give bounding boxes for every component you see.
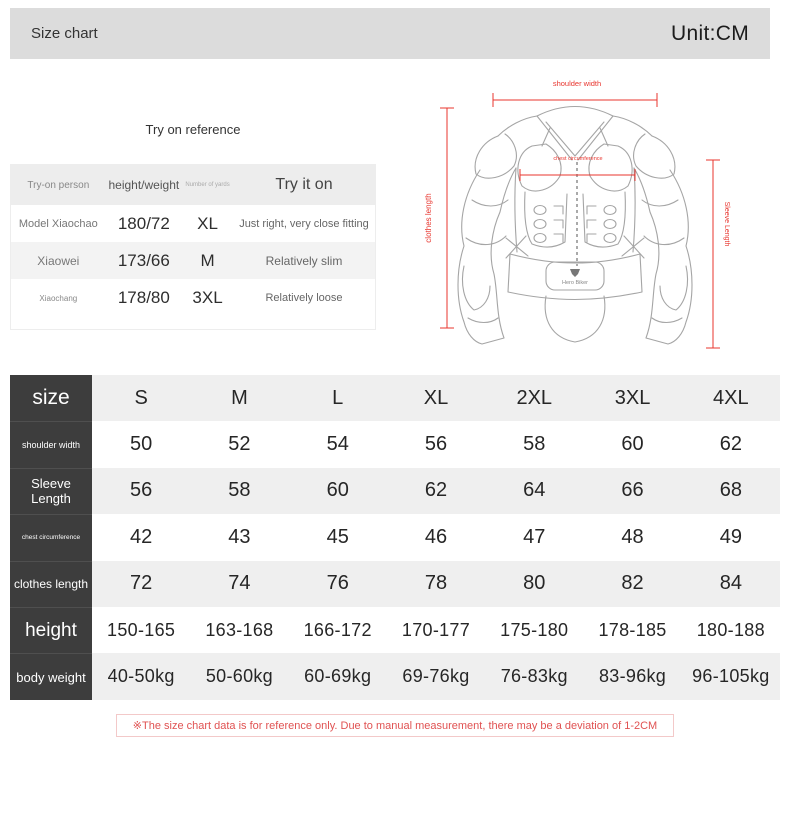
cell: 58 [228, 479, 251, 502]
cell: 48 [621, 525, 644, 548]
tryon-person: Xiaochang [39, 293, 78, 303]
cell: 178-185 [598, 619, 667, 640]
table-row-sleeve-length [10, 468, 780, 514]
sleeve-length-label: Sleeve Length [723, 201, 730, 247]
size-col-header: M [231, 386, 248, 409]
cell: 62 [719, 433, 742, 456]
sleeve-length-line [706, 160, 720, 348]
size-table [10, 375, 780, 700]
table-row-chest-circumference [10, 514, 780, 560]
tryon-fit: Just right, very close fitting [239, 217, 369, 230]
cell: 84 [719, 572, 742, 595]
row-label: height [10, 607, 92, 653]
cell: 82 [621, 572, 644, 595]
tryon-table [10, 164, 376, 330]
cell: 72 [130, 572, 153, 595]
page-title: Size chart [31, 25, 98, 42]
row-label: body weight [10, 653, 92, 699]
clothes-length-line [440, 108, 454, 328]
row-label: clothes length [10, 561, 92, 607]
tryon-height-weight: 178/80 [117, 288, 170, 307]
cell: 56 [130, 479, 153, 502]
row-label: Sleeve Length [10, 468, 92, 514]
cell: 43 [228, 525, 251, 548]
size-col-header: 4XL [713, 386, 749, 409]
tryon-person: Model Xiaochao [18, 217, 98, 230]
cell: 76-83kg [500, 666, 568, 687]
cell: 68 [719, 479, 742, 502]
tryon-row [11, 242, 375, 279]
cell: 60-69kg [304, 666, 372, 687]
cell: 166-172 [303, 619, 372, 640]
tryon-col-height-weight: height/weight [108, 178, 180, 192]
cell: 50 [130, 433, 153, 456]
tryon-fit: Relatively slim [265, 253, 343, 268]
size-col-header: XL [423, 386, 449, 409]
cell: 83-96kg [598, 666, 667, 687]
size-col-header: L [332, 386, 344, 409]
cell: 78 [424, 572, 448, 595]
size-col-header: 2XL [516, 386, 553, 409]
brand-logo-text: Hero Biker [562, 280, 588, 286]
cell: 42 [130, 525, 153, 548]
unit-label: Unit:CM [671, 21, 749, 45]
row-label: chest circumference [10, 514, 92, 560]
tryon-height-weight: 180/72 [117, 213, 170, 233]
cell: 76 [326, 572, 349, 595]
table-row-height [10, 607, 780, 653]
cell: 74 [228, 572, 251, 595]
cell: 60 [621, 433, 644, 456]
footer-note: ※The size chart data is for reference only. Due to manual measurement, there may be a deviation of 1-2CM [116, 714, 674, 737]
cell: 56 [424, 433, 448, 456]
cell: 180-188 [696, 619, 765, 640]
size-header-row [10, 375, 780, 421]
chest-circumference-label: chest circumference [553, 156, 603, 162]
cell: 96-105kg [692, 666, 770, 687]
cell: 46 [424, 525, 448, 548]
cell: 58 [523, 433, 546, 456]
tryon-size: XL [197, 213, 218, 233]
cell: 54 [326, 433, 349, 456]
size-col-header: 3XL [614, 386, 651, 409]
tryon-section-title: Try on reference [145, 122, 241, 137]
clothes-length-label: clothes length [424, 193, 433, 243]
tryon-size: 3XL [192, 288, 223, 307]
size-table-corner: size [10, 375, 92, 421]
measurement-diagram [420, 70, 780, 362]
tryon-col-person: Try-on person [27, 179, 90, 191]
table-row-body-weight [10, 653, 780, 699]
tryon-row [11, 279, 375, 317]
tryon-col-fit: Try it on [275, 176, 333, 193]
cell: 64 [523, 479, 546, 502]
size-col-header: S [134, 386, 148, 409]
shoulder-width-line [493, 93, 657, 107]
cell: 69-76kg [402, 666, 470, 687]
cell: 163-168 [205, 619, 274, 640]
cell: 150-165 [107, 619, 176, 640]
tryon-height-weight: 173/66 [117, 250, 170, 270]
tryon-header-row [11, 165, 375, 205]
tryon-person: Xiaowei [37, 253, 80, 268]
jacket-line-art [420, 70, 780, 362]
cell: 47 [523, 525, 546, 548]
shoulder-width-label: shoulder width [552, 79, 602, 88]
cell: 52 [228, 433, 251, 456]
table-row-clothes-length [10, 561, 780, 607]
footer-note-container [0, 714, 790, 737]
brand-logo-icon [570, 269, 580, 277]
cell: 45 [326, 525, 349, 548]
tryon-col-size: Number of yards [185, 182, 230, 188]
cell: 50-60kg [205, 666, 273, 687]
table-row-shoulder-width [10, 421, 780, 467]
row-label: shoulder width [10, 421, 92, 467]
cell: 175-180 [500, 619, 569, 640]
cell: 49 [719, 525, 742, 548]
cell: 80 [523, 572, 546, 595]
tryon-fit: Relatively loose [265, 292, 343, 304]
tryon-size: M [200, 250, 215, 270]
tryon-row [11, 205, 375, 242]
cell: 40-50kg [107, 666, 175, 687]
cell: 62 [424, 479, 448, 502]
header-bar [10, 8, 770, 59]
cell: 66 [621, 479, 644, 502]
cell: 60 [326, 479, 349, 502]
cell: 170-177 [401, 619, 471, 640]
